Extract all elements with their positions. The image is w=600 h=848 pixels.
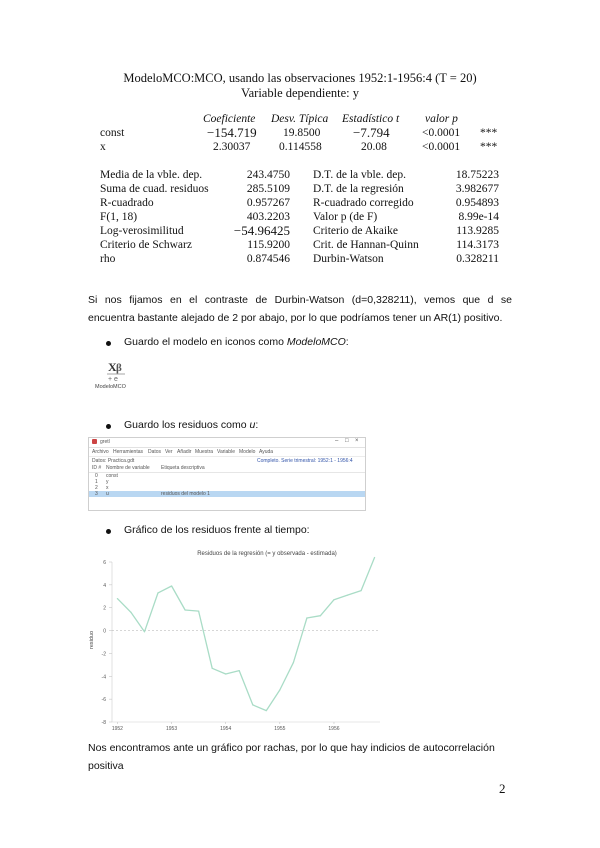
chart-data-point	[374, 557, 375, 558]
stat-label: Criterio de Akaike	[313, 225, 398, 237]
model-icon	[103, 360, 137, 382]
stat-value: 114.3173	[456, 239, 499, 251]
row-stars: ***	[480, 141, 498, 153]
stat-value: 0.874546	[246, 253, 290, 265]
bullet-italic: ModeloMCO	[286, 336, 346, 348]
svg-text:+ e: + e	[108, 376, 118, 382]
bullet-end: :	[255, 419, 259, 431]
durbin-watson-paragraph-line2: encuentra bastante alejado de 2 por abajo, por lo que podríamos tener un AR(1) positivo.	[88, 312, 503, 324]
menu-datos[interactable]: Datos	[148, 449, 162, 455]
menu-ayuda[interactable]: Ayuda	[259, 449, 274, 455]
stat-value: 115.9200	[247, 239, 290, 251]
stat-label: Valor p (de F)	[313, 211, 378, 223]
data-info-bar	[89, 457, 365, 465]
bullet-italic: u	[249, 419, 256, 431]
window-title: gretl	[100, 439, 110, 445]
chart-data-point	[144, 631, 145, 632]
bullet-dot	[106, 529, 111, 534]
chart-y-tick-label: -2	[101, 651, 106, 658]
chart-x-tick-label: 1952	[111, 726, 123, 732]
bullet-dot	[106, 341, 111, 346]
bullet-text: Guardo el modelo en iconos como	[124, 336, 287, 348]
svg-text:β: β	[116, 362, 122, 374]
stat-label: Suma de cuad. residuos	[100, 183, 209, 195]
menu-ver[interactable]: Ver	[165, 449, 173, 455]
residual-chart-svg	[82, 544, 392, 732]
stat-value: 285.5109	[246, 183, 290, 195]
variable-list-header	[89, 465, 365, 473]
var-name: u	[106, 491, 109, 497]
var-id: 3	[95, 491, 98, 497]
stat-label: Media de la vble. dep.	[100, 169, 203, 181]
menu-variable[interactable]: Variable	[217, 449, 235, 455]
chart-x-tick-label: 1954	[220, 726, 232, 732]
chart-data-point	[117, 598, 118, 599]
chart-data-point	[320, 615, 321, 616]
chart-title: Residuos de la regresión (= y observada - estimada)	[197, 551, 337, 557]
page-number: 2	[499, 781, 506, 796]
bullet-text: Guardo los residuos como	[124, 419, 250, 431]
chart-ylabel: residuo	[89, 630, 95, 650]
model-icon-label: ModeloMCO	[95, 384, 126, 390]
chart-data-point	[225, 673, 226, 674]
chart-data-point	[252, 704, 253, 705]
stat-label: R-cuadrado	[100, 197, 154, 209]
chart-y-tick-label: -8	[101, 720, 106, 726]
svg-text:X: X	[108, 360, 117, 374]
chart-y-tick-label: -4	[101, 674, 106, 681]
chart-data-point	[130, 612, 131, 613]
col-description[interactable]: Etiqueta descriptiva	[161, 465, 205, 471]
chart-residual-series-line	[117, 557, 374, 710]
conclusion-line2: positiva	[88, 760, 124, 772]
stat-label: Criterio de Schwarz	[100, 239, 192, 251]
range-label: Completo. Serie trimestral: 1952:1 - 1956:4	[257, 458, 353, 464]
durbin-watson-paragraph-line1: Si nos fijamos en el contraste de Durbin-Watson (d=0,328211), vemos que d se	[88, 294, 512, 306]
col-header-p: valor p	[425, 113, 458, 125]
window-menubar	[89, 448, 365, 457]
chart-y-tick-label: 6	[103, 560, 106, 566]
chart-data-point	[306, 617, 307, 618]
row-t: 20.08	[361, 141, 387, 153]
conclusion-line1: Nos encontramos ante un gráfico por rachas, por lo que hay indicios de autocorrelación	[88, 742, 495, 754]
chart-y-tick-label: 0	[103, 628, 106, 635]
regression-title: ModeloMCO:MCO, usando las observaciones 1952:1-1956:4 (T = 20)	[123, 71, 477, 85]
chart-data-point	[360, 590, 361, 591]
row-name: x	[100, 141, 106, 153]
row-coef: 2.30037	[213, 141, 251, 153]
row-coef: −154.719	[207, 125, 257, 140]
stat-value: 113.9285	[456, 225, 499, 237]
bullet-save-residuals	[124, 419, 258, 431]
dependent-variable: Variable dependiente: y	[240, 86, 359, 100]
stat-label: R-cuadrado corregido	[313, 197, 414, 209]
stat-label: Crit. de Hannan-Quinn	[313, 239, 419, 251]
stat-value: 8.99e-14	[458, 211, 499, 223]
bullet-save-model	[124, 336, 349, 348]
var-name: const	[106, 473, 118, 479]
menu-herramientas[interactable]: Herramientas	[113, 449, 144, 455]
chart-data-point	[279, 689, 280, 690]
row-p: <0.0001	[422, 127, 461, 139]
maximize-icon[interactable]: □	[345, 438, 349, 444]
menu-anadir[interactable]: Añadir	[177, 449, 192, 455]
stat-value: 0.328211	[456, 253, 499, 265]
chart-x-tick-label: 1956	[328, 726, 340, 732]
row-t: −7.794	[353, 125, 390, 140]
menu-muestra[interactable]: Muestra	[195, 449, 214, 455]
stat-label: Log-verosimilitud	[100, 225, 184, 237]
gretl-window	[88, 437, 366, 511]
var-desc: residuos del modelo 1	[161, 491, 210, 497]
stat-value: 3.982677	[455, 183, 499, 195]
stat-label: Durbin-Watson	[313, 253, 384, 265]
chart-y-tick-label: 4	[103, 582, 106, 589]
row-name: const	[100, 127, 125, 139]
var-name: y	[106, 479, 109, 485]
bullet-end: :	[345, 336, 349, 348]
stat-label: D.T. de la vble. dep.	[313, 169, 407, 181]
menu-archivo[interactable]: Archivo	[92, 449, 109, 455]
stat-value: 243.4750	[246, 169, 290, 181]
stat-label: D.T. de la regresión	[313, 183, 404, 195]
row-p: <0.0001	[422, 141, 461, 153]
chart-data-point	[184, 609, 185, 610]
stat-value: 403.2203	[246, 211, 290, 223]
chart-x-tick-label: 1953	[165, 726, 178, 732]
chart-y-tick-label: 2	[103, 605, 106, 612]
chart-data-point	[293, 662, 294, 663]
col-header-coef: Coeficiente	[203, 113, 256, 125]
minimize-icon[interactable]: –	[335, 438, 339, 444]
chart-y-tick-label: -6	[101, 697, 106, 704]
stat-value: 0.954893	[455, 197, 499, 209]
close-icon[interactable]: ×	[355, 438, 359, 444]
bullet-dot	[106, 424, 111, 429]
var-id: 0	[95, 473, 98, 479]
chart-data-point	[212, 668, 213, 669]
chart-data-point	[347, 595, 348, 596]
col-varname[interactable]: Nombre de variable	[106, 465, 150, 471]
menu-modelo[interactable]: Modelo	[239, 449, 256, 455]
row-stars: ***	[480, 127, 498, 139]
stat-value: 0.957267	[246, 197, 290, 209]
chart-data-point	[157, 592, 158, 593]
col-id[interactable]: ID #	[92, 465, 102, 471]
model-icon-tile[interactable]	[95, 360, 137, 394]
bullet-plot-residuals: Gráfico de los residuos frente al tiempo:	[124, 524, 310, 536]
row-se: 0.114558	[279, 141, 322, 153]
stat-label: rho	[100, 253, 116, 265]
window-titlebar	[89, 438, 365, 448]
variable-row-selected[interactable]	[89, 491, 365, 497]
chart-x-tick-label: 1955	[274, 726, 286, 732]
row-se: 19.8500	[283, 127, 321, 139]
col-header-se: Desv. Típica	[271, 113, 329, 125]
var-name: x	[106, 485, 109, 491]
gretl-app-icon	[92, 439, 97, 444]
chart-data-point	[333, 599, 334, 600]
chart-data-point	[198, 611, 199, 612]
stat-label: F(1, 18)	[100, 211, 138, 223]
datafile-label: Datos: Practica.gdt	[92, 458, 135, 464]
var-id: 1	[95, 479, 98, 485]
var-id: 2	[95, 485, 98, 491]
chart-data-point	[266, 710, 267, 711]
stat-value: −54.96425	[233, 223, 290, 238]
chart-data-point	[171, 585, 172, 586]
chart-data-point	[239, 670, 240, 671]
col-header-t: Estadístico t	[342, 113, 400, 125]
stat-value: 18.75223	[455, 169, 499, 181]
residual-chart	[82, 544, 392, 732]
